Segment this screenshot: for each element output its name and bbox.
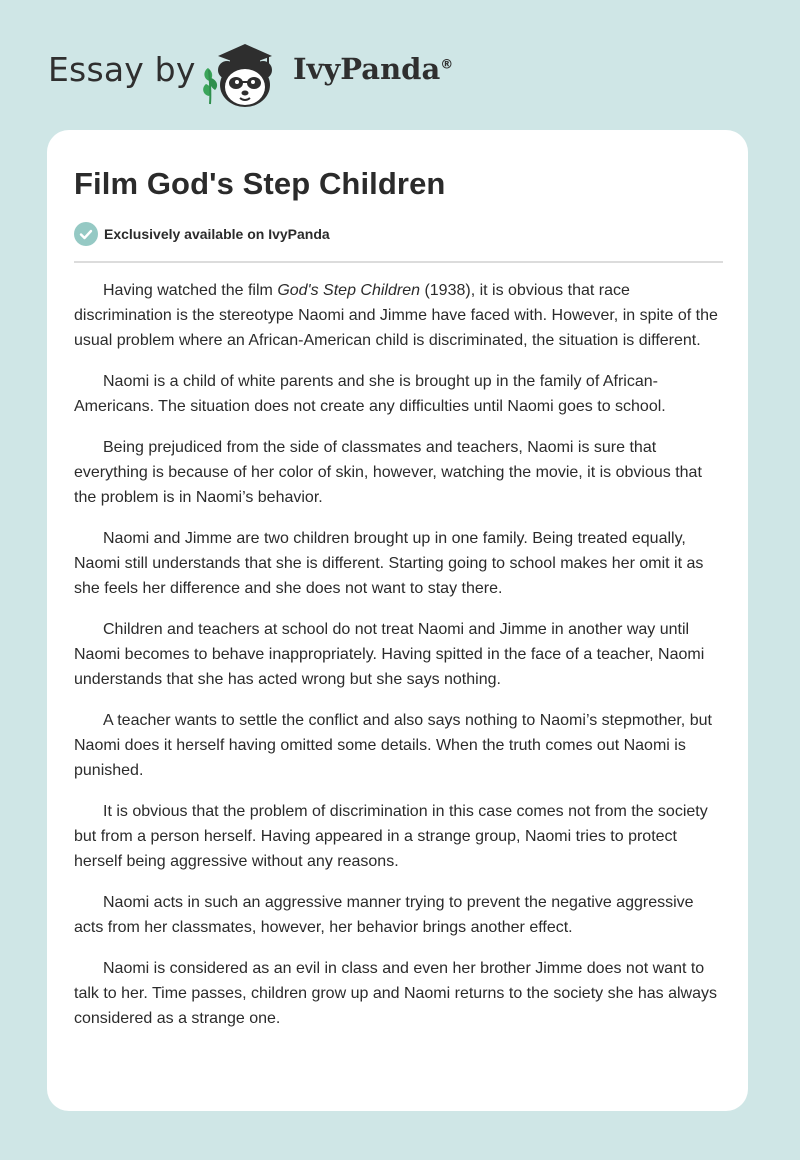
paragraph-1 <box>74 278 724 353</box>
essay-title: Film God's Step Children <box>74 166 446 201</box>
paragraph-1-end: (1938), it is obvious that race discrimination is the stereotype Naomi and Jimme have faced with. However, in spite of the usual problem where an African-American child is discriminated, the situation is different. <box>74 282 718 349</box>
paragraph-4: Naomi and Jimme are two children brought up in one family. Being treated equally, Naomi still understands that she is different. Starting going to school makes her omit it as she feels her difference and she does not want to stay there. <box>74 530 704 597</box>
check-icon <box>74 222 98 246</box>
brand-name-text: IvyPanda <box>293 52 441 86</box>
essay-card <box>47 130 748 1111</box>
registered-mark: ® <box>440 57 454 73</box>
exclusive-badge <box>74 222 330 246</box>
essay-by-label: Essay by <box>48 50 196 89</box>
site-header <box>0 0 800 130</box>
paragraph-1-start: Having watched the film <box>103 282 278 299</box>
panda-graduate-icon <box>200 34 286 110</box>
exclusive-badge-label: Exclusively available on IvyPanda <box>104 226 330 242</box>
title-divider <box>74 261 723 263</box>
paragraph-6: A teacher wants to settle the conflict and also says nothing to Naomi’s stepmother, but Naomi does it herself having omitted some details. When the truth comes out Naomi is punished. <box>74 712 712 779</box>
film-title-italic: God's Step Children <box>277 282 420 299</box>
paragraph-9: Naomi is considered as an evil in class and even her brother Jimme does not want to talk to her. Time passes, children grow up and Naomi returns to the society she has always considered as a strange one. <box>74 960 717 1027</box>
paragraph-5: Children and teachers at school do not treat Naomi and Jimme in another way until Naomi becomes to behave inappropriately. Having spitted in the face of a teacher, Naomi understands that she has acted wrong but she says nothing. <box>74 621 705 688</box>
essay-body <box>74 278 724 1047</box>
paragraph-8: Naomi acts in such an aggressive manner trying to prevent the negative aggressive acts from her classmates, however, her behavior brings another effect. <box>74 894 694 936</box>
paragraph-7: It is obvious that the problem of discrimination in this case comes not from the society but from a person herself. Having appeared in a strange group, Naomi tries to protect herself being aggressive without any reasons. <box>74 803 708 870</box>
paragraph-2: Naomi is a child of white parents and she is brought up in the family of African-Americans. The situation does not create any difficulties until Naomi goes to school. <box>74 373 666 415</box>
ivypanda-brand-name[interactable] <box>293 52 453 86</box>
paragraph-3: Being prejudiced from the side of classmates and teachers, Naomi is sure that everything is because of her color of skin, however, watching the movie, it is obvious that the problem is in Naomi’s behavior. <box>74 439 702 506</box>
